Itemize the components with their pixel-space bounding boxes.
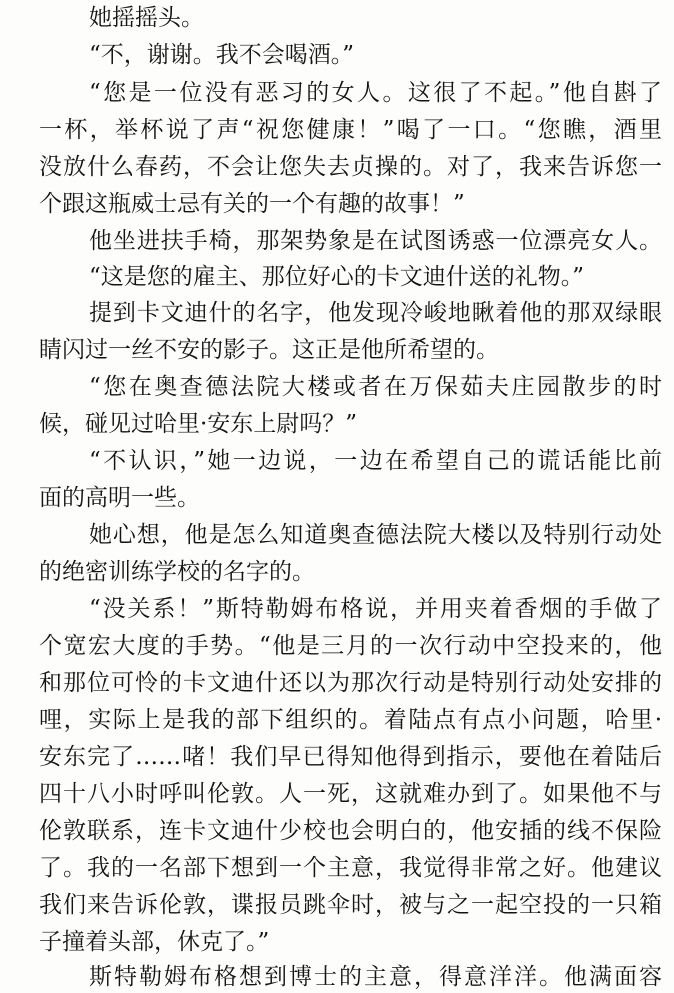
text-line: 个宽宏大度的手势。“他是三月的一次行动中空投来的，他 — [39, 633, 662, 659]
text-line: 了。我的一名部下想到一个主意，我觉得非常之好。他建议 — [39, 855, 662, 881]
text-line: “没关系！”斯特勒姆布格说，并用夹着香烟的手做了 — [89, 596, 662, 622]
text-line: 他坐进扶手椅，那架势象是在试图诱惑一位漂亮女人。 — [89, 228, 662, 254]
text-line: 她心想，他是怎么知道奥查德法院大楼以及特别行动处 — [89, 522, 662, 548]
text-line: 面的高明一些。 — [39, 485, 200, 511]
text-line: 个跟这瓶威士忌有关的一个有趣的故事！” — [39, 191, 465, 217]
text-line: 她摇摇头。 — [89, 5, 204, 31]
text-line: “这是您的雇主、那位好心的卡文迪什送的礼物。” — [89, 264, 585, 290]
text-line: 斯特勒姆布格想到博士的主意，得意洋洋。他满面容 — [89, 964, 662, 990]
text-line: 安东完了……啫！我们早已得知他得到指示，要他在着陆后 — [39, 744, 662, 770]
text-line: 的绝密训练学校的名字的。 — [39, 559, 315, 585]
text-line: 提到卡文迪什的名字，他发现冷峻地瞅着他的那双绿眼 — [89, 300, 662, 326]
text-line: “不，谢谢。我不会喝酒。” — [89, 42, 355, 68]
text-line: 哩，实际上是我的部下组织的。着陆点有点小问题，哈里· — [39, 707, 662, 733]
text-line: 一杯，举杯说了声“祝您健康！”喝了一口。“您瞧，酒里 — [39, 117, 662, 143]
text-line: 没放什么春药，不会让您失去贞操的。对了，我来告诉您一 — [39, 154, 662, 180]
text-line: 候，碰见过哈里·安东上尉吗？” — [39, 411, 358, 437]
text-line: 四十八小时呼叫伦敦。人一死，这就难办到了。如果他不与 — [39, 781, 662, 807]
text-line: 和那位可怜的卡文迪什还以为那次行动是特别行动处安排的 — [39, 670, 662, 696]
text-line: “您在奥查德法院大楼或者在万保茹夫庄园散步的时 — [89, 374, 662, 400]
text-line: 子撞着头部，休克了。” — [39, 929, 270, 955]
text-line: 睛闪过一丝不安的影子。这正是他所希望的。 — [39, 337, 499, 363]
text-line: “不认识，”她一边说，一边在希望自己的谎话能比前 — [89, 448, 662, 474]
text-line: 伦敦联系，连卡文迪什少校也会明白的，他安插的线不保险 — [39, 818, 662, 844]
text-line: 我们来告诉伦敦，谍报员跳伞时，被与之一起空投的一只箱 — [39, 892, 662, 918]
text-line: “您是一位没有恶习的女人。这很了不起。”他自斟了 — [89, 80, 662, 106]
